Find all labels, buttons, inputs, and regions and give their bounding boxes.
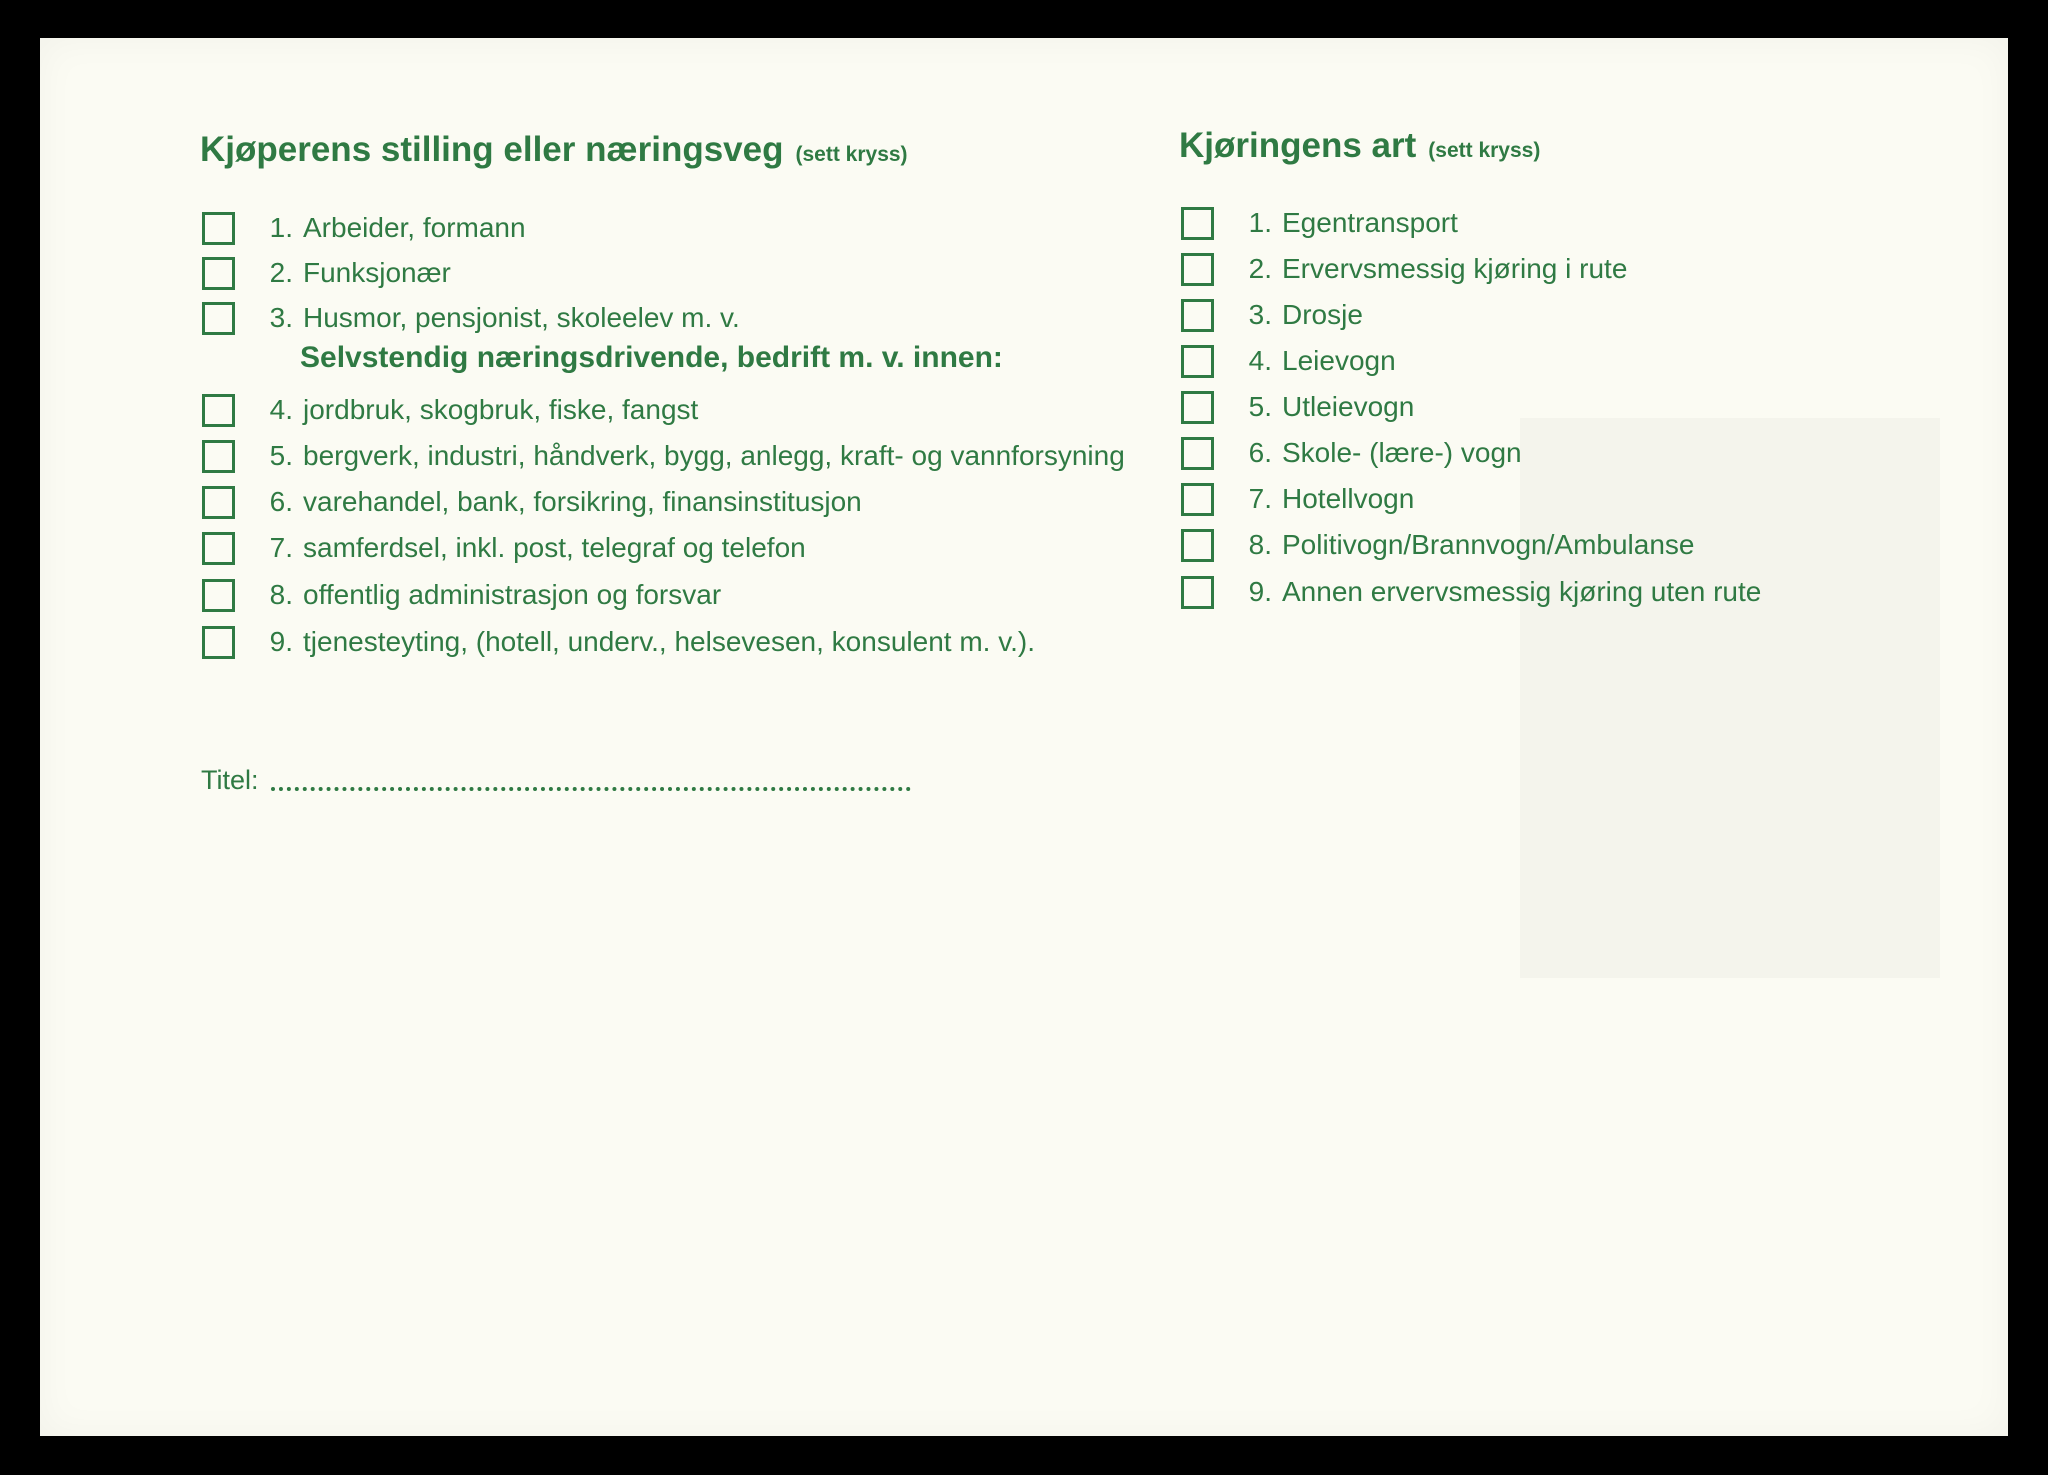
checkbox[interactable] — [1181, 207, 1214, 240]
option-label: Ervervsmessig kjøring i rute — [1282, 253, 1628, 284]
title-field[interactable] — [201, 765, 911, 796]
option-number: 5. — [1248, 391, 1272, 422]
checkbox[interactable] — [1181, 391, 1214, 424]
option-number: 1. — [1248, 207, 1272, 238]
option-label: offentlig administrasjon og forsvar — [303, 579, 722, 610]
left-option-2[interactable] — [202, 253, 451, 293]
option-number: 2. — [1248, 253, 1272, 284]
checkbox[interactable] — [202, 440, 235, 473]
checkbox[interactable] — [202, 257, 235, 290]
option-number: 1. — [269, 212, 293, 243]
checkbox[interactable] — [202, 626, 235, 659]
option-label: varehandel, bank, forsikring, finansinstitusjon — [303, 486, 862, 517]
option-label: Egentransport — [1282, 207, 1458, 238]
option-label: Drosje — [1282, 299, 1363, 330]
option-label: Skole- (lære-) vogn — [1282, 437, 1522, 468]
option-number: 9. — [269, 626, 293, 657]
right-section-title — [1179, 126, 1540, 166]
right-option-5[interactable] — [1181, 387, 1414, 427]
checkbox[interactable] — [202, 302, 235, 335]
checkbox[interactable] — [1181, 253, 1214, 286]
option-label: samferdsel, inkl. post, telegraf og telefon — [303, 532, 806, 563]
title-field-label: Titel: — [201, 765, 259, 795]
left-option-7[interactable] — [202, 528, 806, 568]
checkbox[interactable] — [1181, 576, 1214, 609]
option-number: 7. — [269, 532, 293, 563]
option-label: jordbruk, skogbruk, fiske, fangst — [303, 394, 699, 425]
option-label: Husmor, pensjonist, skoleelev m. v. — [303, 302, 740, 333]
right-section-title-text: Kjøringens art — [1179, 126, 1417, 165]
option-number: 2. — [269, 257, 293, 288]
left-section-title-text: Kjøperens stilling eller næringsveg — [200, 130, 784, 169]
left-option-6[interactable] — [202, 482, 862, 522]
right-option-2[interactable] — [1181, 249, 1627, 289]
checkbox[interactable] — [202, 212, 235, 245]
checkbox[interactable] — [1181, 299, 1214, 332]
checkbox[interactable] — [1181, 529, 1214, 562]
option-label: tjenesteyting, (hotell, underv., helsevesen, konsulent m. v.). — [303, 626, 1036, 657]
option-label: Utleievogn — [1282, 391, 1415, 422]
left-option-9[interactable] — [202, 622, 1035, 662]
option-label: Leievogn — [1282, 345, 1396, 376]
left-section-note: (sett kryss) — [795, 143, 908, 166]
right-option-6[interactable] — [1181, 433, 1522, 473]
self-employed-subheading: Selvstendig næringsdrivende, bedrift m. v. innen: — [300, 341, 1003, 374]
right-section-note: (sett kryss) — [1428, 139, 1541, 162]
option-label: Annen ervervsmessig kjøring uten rute — [1282, 576, 1762, 607]
checkbox[interactable] — [202, 532, 235, 565]
option-number: 6. — [1248, 437, 1272, 468]
option-number: 8. — [269, 579, 293, 610]
option-number: 3. — [1248, 299, 1272, 330]
right-option-9[interactable] — [1181, 572, 1761, 612]
option-number: 3. — [269, 302, 293, 333]
checkbox[interactable] — [202, 579, 235, 612]
right-option-4[interactable] — [1181, 341, 1396, 381]
bleed-through-area — [1520, 418, 1940, 978]
option-number: 4. — [269, 394, 293, 425]
option-label: Funksjonær — [303, 257, 451, 288]
left-option-1[interactable] — [202, 208, 526, 248]
left-option-8[interactable] — [202, 575, 721, 615]
checkbox[interactable] — [202, 394, 235, 427]
checkbox[interactable] — [1181, 483, 1214, 516]
option-number: 6. — [269, 486, 293, 517]
checkbox[interactable] — [202, 486, 235, 519]
option-number: 5. — [269, 440, 293, 471]
option-number: 9. — [1248, 576, 1272, 607]
left-section-title — [200, 130, 908, 170]
left-option-3[interactable] — [202, 298, 740, 338]
title-field-dotted-line[interactable] — [271, 779, 911, 791]
right-option-3[interactable] — [1181, 295, 1363, 335]
form-card — [40, 38, 2008, 1436]
checkbox[interactable] — [1181, 345, 1214, 378]
option-label: Hotellvogn — [1282, 483, 1415, 514]
option-label: Arbeider, formann — [303, 212, 526, 243]
option-number: 7. — [1248, 483, 1272, 514]
left-option-4[interactable] — [202, 390, 698, 430]
option-number: 8. — [1248, 529, 1272, 560]
option-label: bergverk, industri, håndverk, bygg, anlegg, kraft- og vannforsyning — [303, 440, 1125, 471]
left-option-5[interactable] — [202, 436, 1125, 476]
checkbox[interactable] — [1181, 437, 1214, 470]
right-option-1[interactable] — [1181, 203, 1458, 243]
right-option-7[interactable] — [1181, 479, 1414, 519]
option-label: Politivogn/Brannvogn/Ambulanse — [1282, 529, 1695, 560]
right-option-8[interactable] — [1181, 525, 1694, 565]
option-number: 4. — [1248, 345, 1272, 376]
